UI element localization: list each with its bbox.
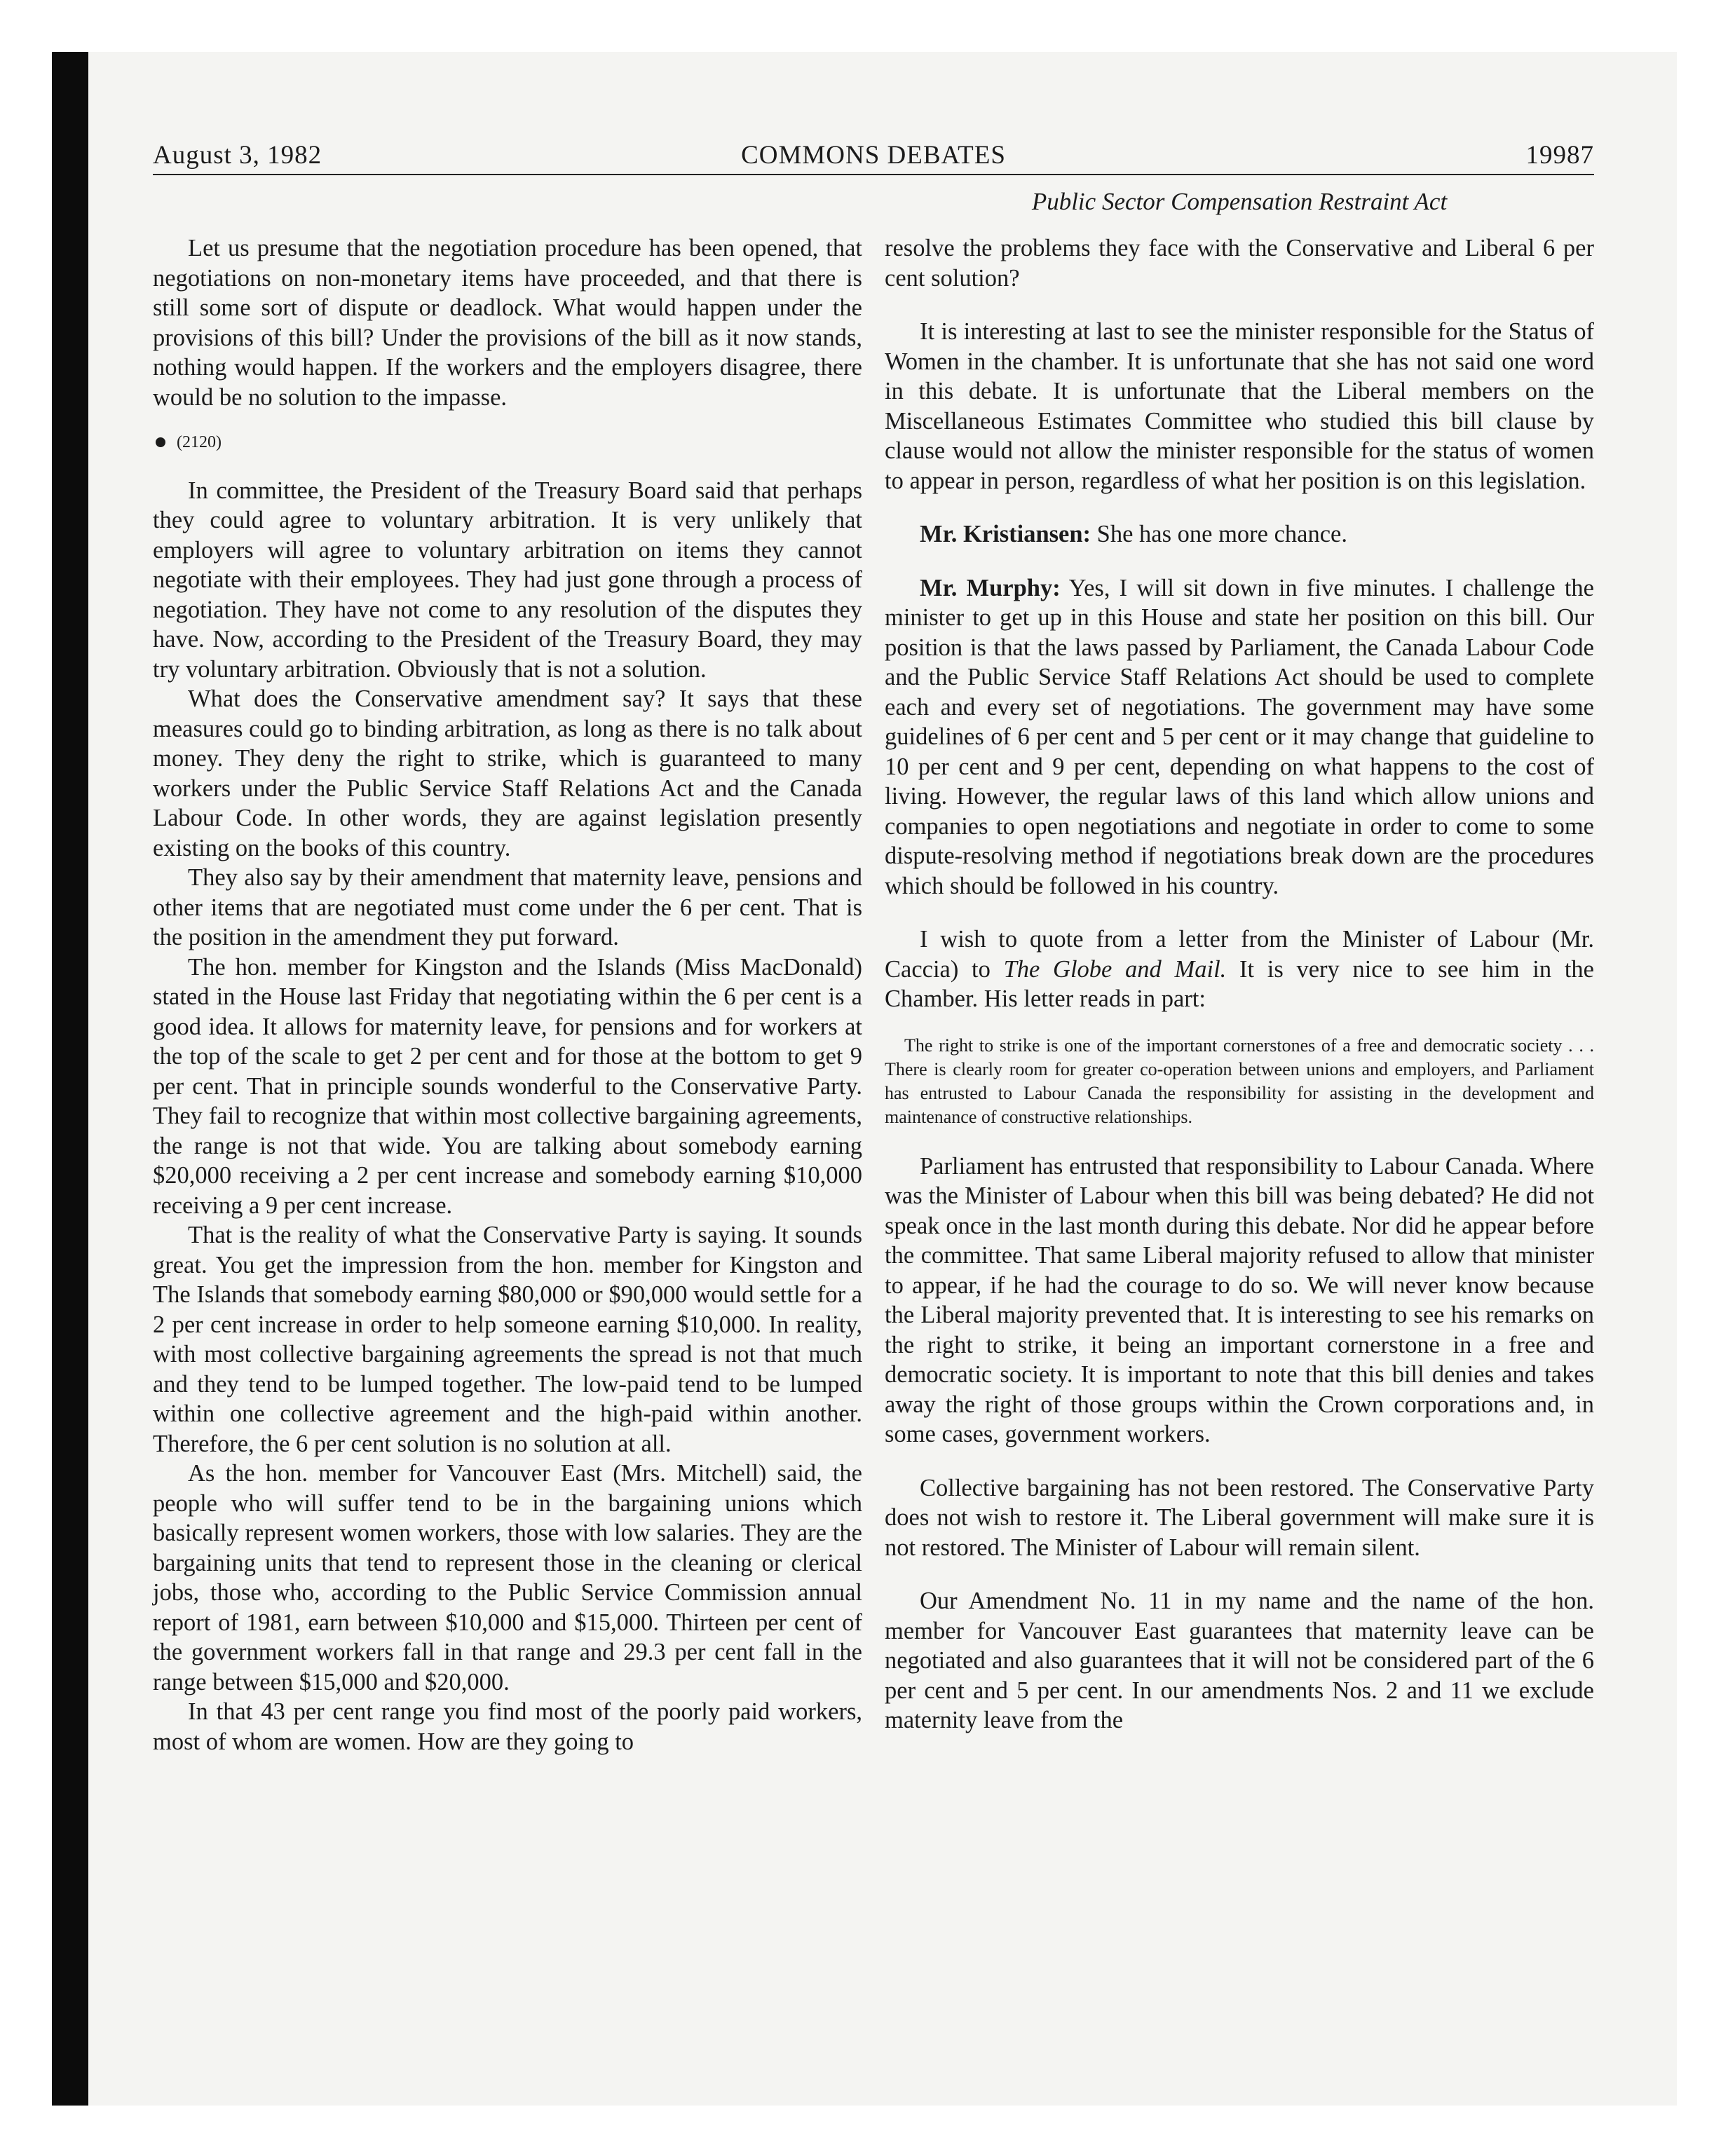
header-page-number: 19987 — [1525, 141, 1594, 170]
paragraph: Our Amendment No. 11 in my name and the name of the hon. member for Vancouver East guarantees that maternity leave can be negotiated and also guarantees that it will not be considered part of the 6 per cent and 5 per cent. In our amendments Nos. 2 and 11 we exclude maternity leave from the — [885, 1588, 1594, 1733]
speech — [885, 519, 1594, 550]
paragraph: In that 43 per cent range you find most of the poorly paid workers, most of whom are women. How are they going to — [153, 1698, 862, 1755]
speech — [885, 573, 1594, 901]
running-head: Public Sector Compensation Restraint Act — [1031, 188, 1448, 215]
speech-text: She has one more chance. — [1096, 521, 1347, 547]
speaker-name: Mr. Murphy: — [920, 574, 1061, 601]
text-span: I wish to quote from a letter from the Minister of Labour (Mr. Caccia) to — [885, 926, 1594, 983]
quote-text: The right to strike is one of the important cornerstones of a free and democratic society . . . There is clearly room for greater co-operation between unions and employers, and Parliament has entrusted to Labour Canada the responsibility for assisting in the development and maintenance of constructive relationships. — [885, 1035, 1594, 1127]
header-date: August 3, 1982 — [153, 141, 322, 170]
paragraph: What does the Conservative amendment say? It says that these measures could go to binding arbitration, as long as there is no talk about money. They deny the right to strike, which is guaranteed to many workers under the Public Service Staff Relations Act and the Canada Labour Code. In other words, they are against legislation presently existing on the books of this country. — [153, 685, 862, 861]
header-title: COMMONS DEBATES — [741, 141, 1006, 170]
left-column — [153, 233, 862, 1756]
timestamp — [153, 428, 862, 458]
paragraph: They also say by their amendment that maternity leave, pensions and other items that are negotiated must come under the 6 per cent. That is the position in the amendment they put forward. — [153, 864, 862, 950]
paragraph: resolve the problems they face with the Conservative and Liberal 6 per cent solution? — [885, 235, 1594, 292]
scan-edge — [52, 52, 88, 2106]
header-rule — [153, 174, 1594, 175]
right-column — [885, 233, 1594, 1735]
paragraph: Collective bargaining has not been restored. The Conservative Party does not wish to restore it. The Liberal government will make sure it is not restored. The Minister of Labour will remain silent. — [885, 1474, 1594, 1561]
paragraph: That is the reality of what the Conservative Party is saying. It sounds great. You get the impression from the hon. member for Kingston and The Islands that somebody earning $80,000 or $90,000 would settle for a 2 per cent increase in order to help someone earning $10,000. In reality, with most collective bargaining agreements the spread is not that much and they tend to be lumped together. The low-paid tend to be lumped within one collective agreement and the high-paid within another. Therefore, the 6 per cent solution is no solution at all. — [153, 1222, 862, 1457]
paragraph: As the hon. member for Vancouver East (Mrs. Mitchell) said, the people who will suffer tend to be in the bargaining unions which basically represent women workers, those with low salaries. They are the bargaining units that tend to represent those in the cleaning or clerical jobs, those who, according to the Public Service Commission annual report of 1981, earn between $10,000 and $15,000. Thirteen per cent of the government workers fall in that range and 29.3 per cent fall in the range between $15,000 and $20,000. — [153, 1460, 862, 1696]
paragraph — [885, 925, 1594, 1014]
bullet-dot-icon — [156, 437, 165, 447]
paragraph: It is interesting at last to see the minister responsible for the Status of Women in the chamber. It is unfortunate that she has not said one word in this debate. It is unfortunate that the Liberal members on the Miscellaneous Estimates Committee who studied this bill clause by clause would not allow the minister responsible for the status of women to appear in person, regardless of what her position is on this legislation. — [885, 318, 1594, 494]
text-span: It is very nice to see him in the Chamber. His letter reads in part: — [885, 955, 1594, 1012]
paragraph: In committee, the President of the Treasury Board said that perhaps they could agree to voluntary arbitration. It is very unlikely that employers will agree to voluntary arbitration on items they cannot negotiate with their employees. They had just gone through a process of negotiation. They have not come to any resolution of the disputes they have. Now, according to the President of the Treasury Board, they may try voluntary arbitration. Obviously that is not a solution. — [153, 477, 862, 683]
speech-text: Yes, I will sit down in five minutes. I challenge the minister to get up in this House and state her position on this bill. Our position is that the laws passed by Parliament, the Canada Labour Code and the Public Service Staff Relations Act should be used to complete each and every set of negotiations. The government may have some guidelines of 6 per cent and 5 per cent or it may change that guideline to 10 per cent and 9 per cent, depending on what happens to the cost of living. However, the regular laws of this land which allow unions and companies to open negotiations and negotiate in order to come to some dispute-resolving method if negotiations break down are the procedures which should be followed in his country. — [885, 574, 1594, 899]
block-quote — [885, 1034, 1594, 1129]
paragraph: Let us presume that the negotiation procedure has been opened, that negotiations on non-monetary items have proceeded, and that there is still some sort of dispute or deadlock. What would happen under the provisions of this bill? Under the provisions of the bill as it now stands, nothing would happen. If the workers and the employers disagree, there would be no solution to the impasse. — [153, 235, 862, 411]
paragraph: Parliament has entrusted that responsibility to Labour Canada. Where was the Minister of Labour when this bill was being debated? He did not speak once in the last month during this debate. Nor did he appear before the committee. That same Liberal majority refused to allow that minister to appear, if he had the courage to do so. We will never know because the Liberal majority prevented that. It is interesting to see his remarks on the right to strike, it being an important cornerstone in a free and democratic society. It is important to note that this bill denies and takes away the right of those groups within the Crown corporations and, in some cases, government workers. — [885, 1152, 1594, 1447]
speaker-name: Mr. Kristiansen: — [920, 521, 1091, 547]
page-header — [153, 140, 1594, 174]
newspaper-title: The Globe and Mail. — [1003, 955, 1227, 983]
timestamp-label: (2120) — [177, 433, 222, 451]
paragraph: The hon. member for Kingston and the Islands (Miss MacDonald) stated in the House last Friday that negotiating within the 6 per cent is a good idea. It allows for maternity leave, for pensions and for workers at the top of the scale to get 2 per cent and for those at the bottom to get 9 per cent. That in principle sounds wonderful to the Conservative Party. They fail to recognize that within most collective bargaining agreements, the range is not that wide. You are talking about somebody earning $20,000 receiving a 2 per cent increase and somebody earning $10,000 receiving a 9 per cent increase. — [153, 953, 862, 1219]
